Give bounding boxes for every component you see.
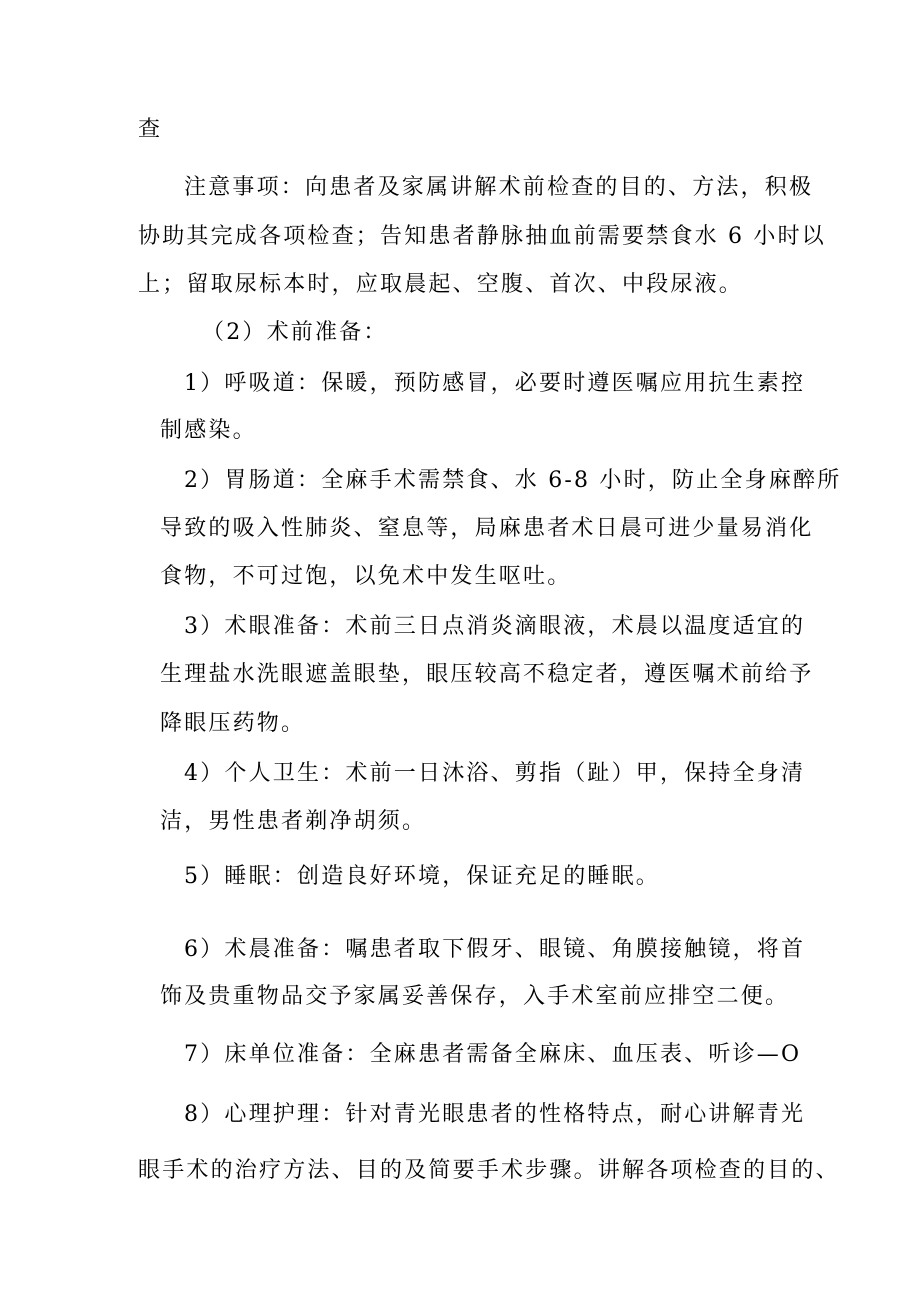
text-line: 生理盐水洗眼遮盖眼垫，眼压较高不稳定者，遵医嘱术前给予 — [160, 662, 814, 687]
text-line: 查 — [138, 117, 163, 142]
text-line: 协助其完成各项检查；告知患者静脉抽血前需要禁食水 6 小时以 — [138, 224, 826, 249]
text-line: 制感染。 — [160, 418, 257, 443]
text-line: 饰及贵重物品交予家属妥善保存，入手术室前应排空二便。 — [160, 984, 790, 1009]
text-line: 8）心理护理：针对青光眼患者的性格特点，耐心讲解青光 — [184, 1102, 806, 1127]
text-line: 上；留取尿标本时，应取晨起、空腹、首次、中段尿液。 — [138, 272, 744, 297]
text-line: 降眼压药物。 — [160, 711, 306, 736]
text-line: 4）个人卫生：术前一日沐浴、剪指（趾）甲，保持全身清 — [184, 761, 806, 786]
text-line: 注意事项：向患者及家属讲解术前检查的目的、方法，积极 — [184, 175, 814, 200]
text-line: 导致的吸入性肺炎、窒息等，局麻患者术日晨可进少量易消化 — [160, 516, 814, 541]
text-line: 食物，不可过饱，以免术中发生呕吐。 — [160, 564, 572, 589]
text-line: 7）床单位准备：全麻患者需备全麻床、血压表、听诊—O — [184, 1042, 802, 1067]
section-heading: （2）术前准备： — [202, 320, 388, 345]
text-line: 6）术晨准备：嘱患者取下假牙、眼镜、角膜接触镜，将首 — [184, 937, 806, 962]
text-line: 2）胃肠道：全麻手术需禁食、水 6-8 小时，防止全身麻醉所 — [184, 468, 842, 493]
text-line: 5）睡眠：创造良好环境，保证充足的睡眠。 — [184, 864, 660, 889]
text-line: 眼手术的治疗方法、目的及简要手术步骤。讲解各项检查的目的、 — [138, 1158, 840, 1183]
text-line: 3）术眼准备：术前三日点消炎滴眼液，术晨以温度适宜的 — [184, 614, 806, 639]
text-line: 1）呼吸道：保暖，预防感冒，必要时遵医嘱应用抗生素控 — [184, 371, 806, 396]
text-line: 洁，男性患者剃净胡须。 — [160, 809, 427, 834]
